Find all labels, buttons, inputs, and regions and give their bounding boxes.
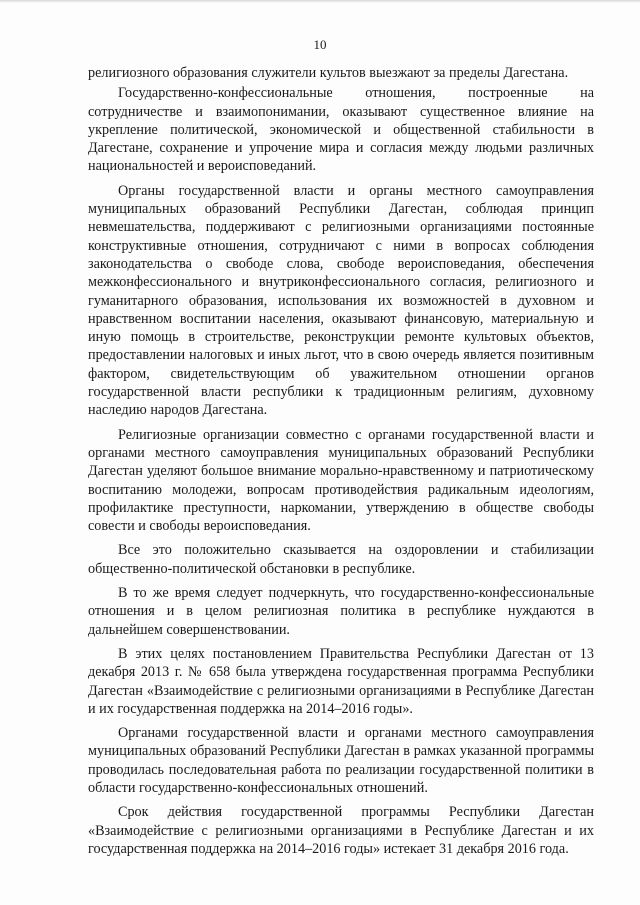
paragraph: Органы государственной власти и органы местного самоуправления муниципальных образований Республики Дагестан, соблюдая принцип невмешательства, поддерживают с религиозными организациями постоянные конструктивные отношения, сотрудничают с ними в вопросах соблюдения законодательства о свободе слова, свободе вероисповедания, обеспечения межконфессионального и внутриконфессионального согласия, религиозного и гуманитарного образования, использования их возможностей в духовном и нравственном воспитании населения, оказывают финансовую, материальную и иную помощь в строительстве, реконструкции ремонте культовых объектов, предоставлении налоговых и иных льгот, что в свою очередь является позитивным фактором, свидетельствующим об уважительном отношении органов государственной власти республики к традиционным религиям, духовному наследию народов Дагестана. bbox=[88, 182, 594, 419]
paragraph: Все это положительно сказывается на оздоровлении и стабилизации общественно-политической обстановки в республике. bbox=[88, 542, 594, 577]
page-number: 10 bbox=[313, 37, 327, 52]
scan-edge bbox=[0, 0, 640, 3]
paragraph: В то же время следует подчеркнуть, что государственно-конфессиональные отношения и в целом религиозная политика в республике нуждаются в дальнейшем совершенствовании. bbox=[88, 585, 594, 638]
paragraph: Органами государственной власти и органами местного самоуправления муниципальных образований Республики Дагестан в рамках указанной программы проводилась последовательная работа по реализации государственной политики в области государственно-конфессиональных отношений. bbox=[88, 725, 594, 796]
paragraph: Государственно-конфессиональные отношения, построенные на сотрудничестве и взаимопонимании, оказывают существенное влияние на укрепление политической, экономической и общественной стабильности в Дагестане, сохранение и упрочение мира и согласия между людьми различных национальностей и вероисповеданий. bbox=[88, 85, 594, 175]
paragraph: Религиозные организации совместно с органами государственной власти и органами местного самоуправления муниципальных образований Республики Дагестан уделяют большое внимание морально-нравственному и патриотическому воспитанию молодежи, вопросам противодействия радикальным идеологиям, профилактике преступности, наркомании, утверждению в обществе свободы совести и свободы вероисповедания. bbox=[88, 426, 594, 535]
paragraph: Срок действия государственной программы Республики Дагестан «Взаимодействие с религиозными организациями в Республике Дагестан и их государственная поддержка на 2014–2016 годы» истекает 31 декабря 2016 года. bbox=[88, 804, 594, 857]
document-body bbox=[88, 64, 594, 860]
paragraph-continuation: религиозного образования служители культов выезжают за пределы Дагестана. bbox=[88, 65, 569, 81]
paragraph: В этих целях постановлением Правительства Республики Дагестан от 13 декабря 2013 г. № 658 была утверждена государственная программа Республики Дагестан «Взаимодействие с религиозными организациями в Республике Дагестан и их государственная поддержка на 2014–2016 годы». bbox=[88, 645, 594, 717]
